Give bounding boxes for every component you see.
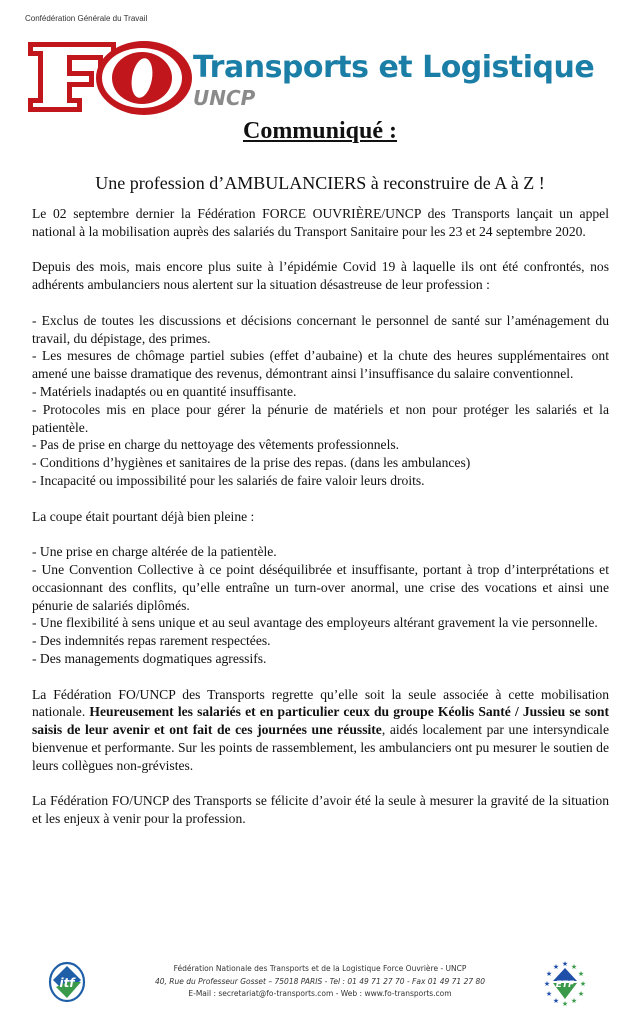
svg-text:★: ★ (545, 990, 553, 998)
list-item: - Matériels inadaptés ou en quantité insuffisante. (32, 383, 297, 399)
list-item: - Exclus de toutes les discussions et décisions concernant le personnel de santé sur l’aménagement du travail, du dépistage, des primes. (32, 312, 609, 346)
regret-paragraph (32, 686, 609, 775)
svg-text:★: ★ (577, 990, 585, 998)
list-item: - Des managements dogmatiques agressifs. (32, 650, 267, 666)
context-paragraph: Depuis des mois, mais encore plus suite à l’épidémie Covid 19 à laquelle ils ont été confrontés, nos adhérents ambulanciers nous alertent sur la situation désastreuse de leur profession : (32, 259, 609, 293)
list-item: - Conditions d’hygiènes et sanitaires de la prise des repas. (dans les ambulances) (32, 455, 471, 471)
footer-line-email-web: E-Mail : secretariat@fo-transports.com - Web : www.fo-transports.com (188, 989, 452, 998)
conclusion-paragraph: La Fédération FO/UNCP des Transports se félicite d’avoir été la seule à mesurer la gravité de la situation et les enjeux à venir pour la profession. (32, 793, 609, 827)
svg-text:★: ★ (561, 960, 569, 968)
svg-text:★: ★ (561, 1000, 569, 1007)
regret-text-bold: Heureusement les salariés et en particulier ceux du groupe Kéolis Santé / Jussieu se sont saisis de leur avenir et ont fait de ces journées une réussite (32, 704, 610, 738)
svg-text:★: ★ (552, 997, 560, 1005)
svg-text:★: ★ (570, 963, 578, 971)
list-item: - Les mesures de chômage partiel subies (effet d’aubaine) et la chute des heures supplémentaires ont amené une baisse dramatique des revenus, démontrant ainsi l’insuffisance du salaire conventionnel. (32, 348, 609, 382)
list-item: - Protocoles mis en place pour gérer la pénurie de matériels et non pour protéger les salariés et la patientèle. (32, 401, 609, 435)
etf-logo-icon (543, 959, 587, 1007)
svg-text:itf: itf (59, 976, 75, 990)
list-item: - Une Convention Collective à ce point déséquilibrée et insuffisante, portant à trop d’interprétations et occasionnant des conflits, qu’elle entraîne un turn-over anormal, une crise des vocations et ainsi une pénurie de salariés diplômés. (32, 561, 609, 613)
list-item: - Une flexibilité à sens unique et au seul avantage des employeurs altérant gravement la vie personnelle. (32, 615, 598, 631)
list-item: - Pas de prise en charge du nettoyage des vêtements professionnels. (32, 437, 400, 453)
svg-text:★: ★ (545, 970, 553, 978)
svg-text:★: ★ (543, 980, 551, 988)
fo-letter-o (96, 41, 192, 115)
document-body (32, 205, 609, 846)
svg-text:★: ★ (552, 963, 560, 971)
fo-logo (24, 38, 194, 116)
brand-subtitle: UNCP (193, 86, 256, 110)
document-subtitle: Une profession d’AMBULANCIERS à reconstruire de A à Z ! (95, 173, 545, 193)
svg-text:ETF: ETF (555, 980, 575, 990)
intro-paragraph: Le 02 septembre dernier la Fédération FORCE OUVRIÈRE/UNCP des Transports lançait un appel national à la mobilisation auprès des salariés du Transport Sanitaire pour les 23 et 24 septembre 2020. (32, 206, 609, 239)
regret-text-start: La Fédération FO/UNCP des Transports regrette qu’elle soit la seule associée à cette mobilisation nationale. (32, 686, 609, 720)
regret-text-end: , aidés localement par une intersyndicale bienvenue et performante. Sur les points de rassemblement, les ambulanciers ont pu mesurer le soutien de leurs collègues non-grévistes. (32, 722, 609, 773)
document-title: Communiqué : (242, 118, 398, 144)
brand-title: Transports et Logistique (193, 50, 595, 85)
list-item: - Incapacité ou impossibilité pour les salariés de faire valoir leurs droits. (32, 472, 425, 488)
confederation-label: Confédération Générale du Travail (25, 14, 148, 23)
list-item: - Une prise en charge altérée de la patientèle. (32, 544, 277, 560)
svg-text:★: ★ (579, 980, 587, 988)
footer-line-federation: Fédération Nationale des Transports et de la Logistique Force Ouvrière - UNCP (173, 964, 467, 973)
footer-line-address: 40, Rue du Professeur Gosset – 75018 PARIS - Tel : 01 49 71 27 70 - Fax 01 49 71 27 80 (154, 976, 486, 986)
svg-text:★: ★ (577, 970, 585, 978)
list-item: - Des indemnités repas rarement respectées. (32, 633, 271, 649)
grievances-list (32, 312, 609, 490)
coupe-paragraph: La coupe était pourtant déjà bien pleine : (32, 508, 255, 524)
prior-issues-list (32, 543, 609, 668)
svg-text:★: ★ (570, 997, 578, 1005)
